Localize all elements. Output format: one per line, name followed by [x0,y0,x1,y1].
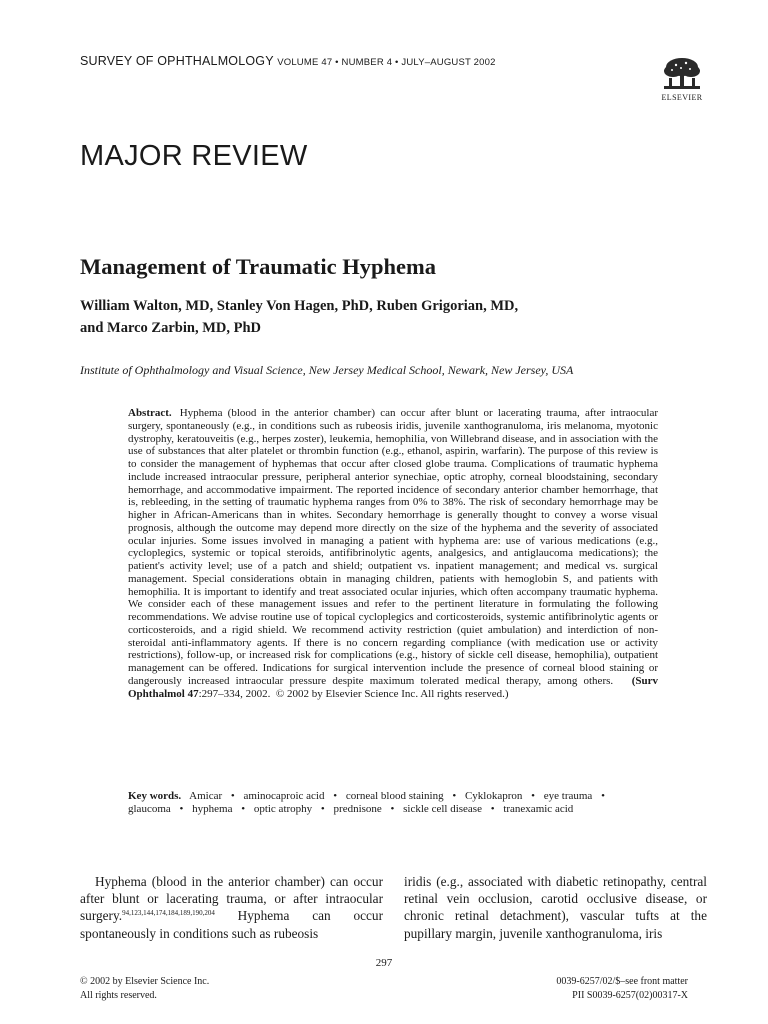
body-text: Hyphema (blood in the anterior chamber) can occur after blunt or lacerating trauma, or after intraocular surgery. [80,874,383,924]
reference-citations: 94,123,144,174,184,189,190,204 [122,909,215,918]
keyword-separator: • [390,802,395,815]
keyword-item: sickle cell disease [403,802,482,815]
keyword-separator: • [531,790,535,802]
keyword-list [128,790,611,815]
keyword-item: prednisone [333,802,382,815]
keywords-label: Key words. [128,790,182,802]
abstract-body: Hyphema (blood in the anterior chamber) can occur after blunt or lacerating trauma, after intraocular surgery, spontaneously (e.g., in conditions such as rubeosis iridis, juvenile xanthogranuloma, iris melanoma, myotonic dystrophy, keratouveitis (e.g., herpes zoster), leukemia, hemophilia, von Willebrand disease, and in association with the use of substances that alter platelet or thrombin function (e.g., ethanol, aspirin, warfarin). The purpose of this review is to consider the management of hyphemas that occur after closed globe trauma. Complications of traumatic hyphema include increased intraocular pressure, peripheral anterior synechiae, optic atrophy, corneal bloodstaining, secondary hemorrhage, and accommodative impairment. The reported incidence of secondary anterior chamber hemorrhage, that is, rebleeding, in the setting of traumatic hyphema ranges from 0% to 38%. The risk of secondary hemorrhage may be higher in African-Americans than in whites. Secondary hemorrhage is generally thought to convey a worse visual prognosis, although the outcome may depend more directly on the size of the hyphema and the severity of associated ocular injuries. Some issues involved in managing a patient with hyphema are: use of various medications (e.g., cycloplegics, systemic or topical steroids, antifibrinolytic agents, analgesics, and antiglaucoma medications); the patient's activity level; use of a patch and shield; outpatient vs. inpatient management; and medical vs. surgical management. Special considerations obtain in managing children, patients with hemoglobin S, and patients with hemophilia. It is important to identify and treat associated ocular injuries, which often accompany traumatic hyphema. We consider each of these management issues and refer to the pertinent literature in formulating the following recommendations. We advise routine use of topical cycloplegics and corticosteroids, systemic antifibrinolytic agents or corticosteroids, and a rigid shield. We recommend activity restriction (quiet ambulation) and interdiction of non-steroidal anti-inflammatory agents. If there is no concern regarding compliance (with medication use or activity restrictions), follow-up, or increased risk for complications (e.g., history of sickle cell disease, hemophilia), outpatient management can be offered. Indications for surgical intervention include the presence of corneal blood staining or dangerously increased intraocular pressure despite maximum tolerated medical therapy, among others. [128,407,658,687]
copyright-notice: © 2002 by Elsevier Science Inc. All rights reserved.) [275,687,509,700]
keyword-item: tranexamic acid [503,802,574,815]
keyword-item: Cyklokapron [464,790,523,802]
page-number: 297 [375,957,393,969]
footer-copyright-line-2: All rights reserved. [80,989,157,1001]
keyword-item: eye trauma [543,790,593,802]
footer-copyright [80,975,209,1002]
footer-pii: PII S0039-6257(02)00317-X [572,989,688,1001]
keyword-separator: • [601,790,605,802]
keyword-item: Amicar [189,790,223,802]
keyword-separator: • [230,790,235,802]
keyword-separator: • [320,802,325,815]
journal-issue-info: VOLUME 47 • NUMBER 4 • JULY–AUGUST 2002 [277,57,496,68]
citation-details: :297–334, 2002. [198,687,271,700]
elsevier-tree-icon [660,56,704,92]
keyword-separator: • [490,802,495,815]
affiliation: Institute of Ophthalmology and Visual Science, New Jersey Medical School, Newark, New Jersey, USA [80,363,574,377]
keyword-separator: • [452,790,457,802]
publisher-logo [654,56,710,102]
section-label: MAJOR REVIEW [80,140,308,172]
author-line-2: and Marco Zarbin, MD, PhD [80,320,261,336]
publisher-name: ELSEVIER [661,93,703,102]
journal-header [80,54,496,68]
footer-price-line: 0039-6257/02/$–see front matter [556,976,688,987]
keyword-item: aminocaproic acid [243,790,325,802]
keyword-item: hyphema [192,802,233,815]
keyword-item: optic atrophy [253,802,313,815]
author-list [80,295,518,339]
keyword-item: corneal blood staining [345,790,444,802]
footer-copyright-line-1: © 2002 by Elsevier Science Inc. [80,976,210,987]
body-column-right: iridis (e.g., associated with diabetic retinopathy, central retinal vein occlusion, carotid occlusive disease, or chronic retinal detachment), vascular tufts at the pupillary margin, juvenile xanthogranuloma, iris [404,874,707,941]
author-line-1: William Walton, MD, Stanley Von Hagen, PhD, Ruben Grigorian, MD, [80,298,519,314]
article-title: Management of Traumatic Hyphema [80,254,437,279]
journal-name: SURVEY OF OPHTHALMOLOGY [80,54,274,68]
keyword-separator: • [333,790,338,802]
keywords [128,790,648,816]
body-text: Hyphema can occur spontaneously in conditions such as rubeosis [80,908,383,941]
abstract-label: Abstract. [128,407,172,419]
keyword-item: glaucoma [128,802,171,815]
footer-identifiers [556,975,688,1002]
citation-journal: (Surv Ophthalmol 47 [128,674,658,700]
keyword-separator: • [241,802,246,815]
body-column-left [80,873,383,942]
keyword-separator: • [179,802,184,815]
abstract [128,407,658,700]
